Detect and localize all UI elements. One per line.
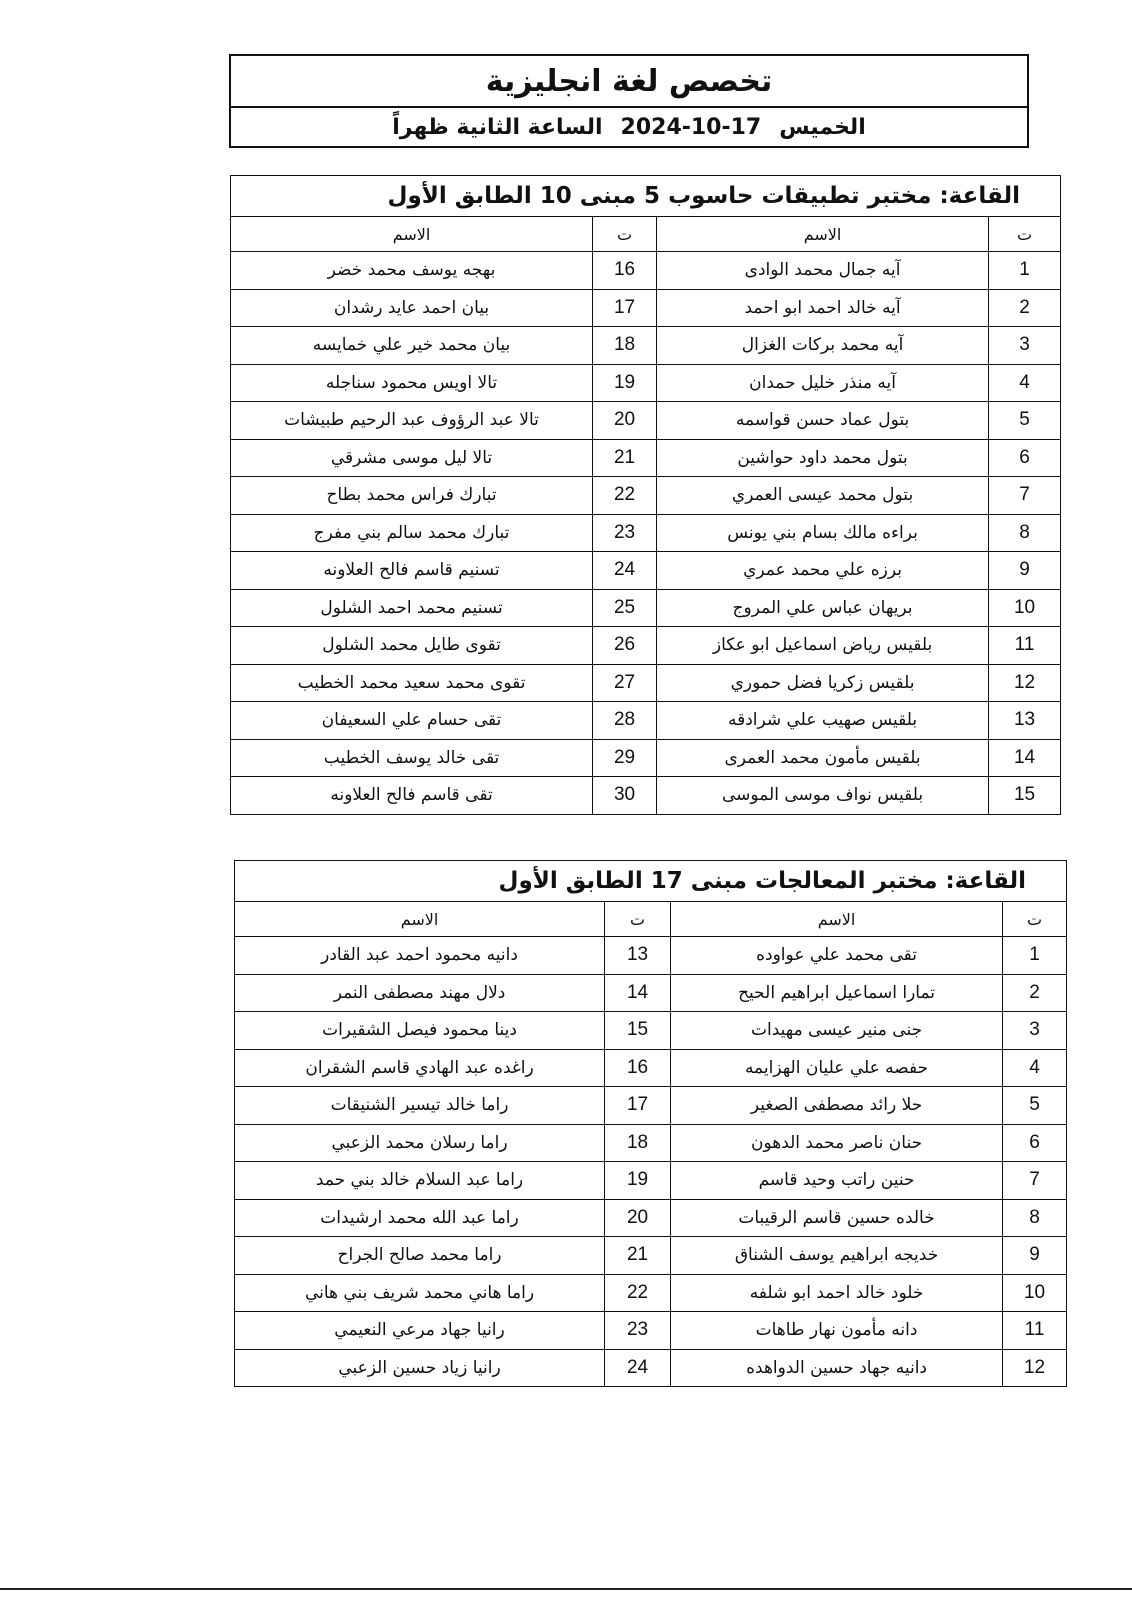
row-number: 24 xyxy=(605,1349,671,1387)
student-name: رانيا جهاد مرعي النعيمي xyxy=(235,1312,605,1350)
student-name: تالا عبد الرؤوف عبد الرحيم طبيشات xyxy=(231,402,593,440)
student-name: راما هاني محمد شريف بني هاني xyxy=(235,1274,605,1312)
row-number: 11 xyxy=(989,627,1061,665)
student-name: بلقيس نواف موسى الموسى xyxy=(657,777,989,815)
table-row xyxy=(231,777,1061,815)
table-row xyxy=(231,327,1061,365)
student-name: رانيا زياد حسين الزعبي xyxy=(235,1349,605,1387)
student-name: دينا محمود فيصل الشقيرات xyxy=(235,1012,605,1050)
student-name: آيه محمد بركات الغزال xyxy=(657,327,989,365)
row-number: 26 xyxy=(593,627,657,665)
column-header-number: ت xyxy=(605,902,671,937)
student-name: تقوى محمد سعيد محمد الخطيب xyxy=(231,664,593,702)
row-number: 12 xyxy=(1003,1349,1067,1387)
row-number: 14 xyxy=(989,739,1061,777)
row-number: 16 xyxy=(605,1049,671,1087)
row-number: 17 xyxy=(605,1087,671,1125)
row-number: 7 xyxy=(1003,1162,1067,1200)
student-name: بتول محمد داود حواشين xyxy=(657,439,989,477)
row-number: 14 xyxy=(605,974,671,1012)
table-row xyxy=(235,1124,1067,1162)
row-number: 2 xyxy=(989,289,1061,327)
table-row xyxy=(231,664,1061,702)
student-name: خالده حسين قاسم الرقيبات xyxy=(671,1199,1003,1237)
student-name: آيه خالد احمد ابو احمد xyxy=(657,289,989,327)
student-name: تبارك محمد سالم بني مفرج xyxy=(231,514,593,552)
row-number: 6 xyxy=(989,439,1061,477)
row-number: 3 xyxy=(989,327,1061,365)
table-row xyxy=(235,937,1067,975)
row-number: 9 xyxy=(1003,1237,1067,1275)
row-number: 3 xyxy=(1003,1012,1067,1050)
student-name: تبارك فراس محمد بطاح xyxy=(231,477,593,515)
student-name: براءه مالك بسام بني يونس xyxy=(657,514,989,552)
row-number: 20 xyxy=(605,1199,671,1237)
student-name: بتول عماد حسن قواسمه xyxy=(657,402,989,440)
table-row xyxy=(231,402,1061,440)
table-row xyxy=(235,1049,1067,1087)
student-name: راما عبد الله محمد ارشيدات xyxy=(235,1199,605,1237)
roster-table-1 xyxy=(230,175,1061,815)
student-name: دانيه محمود احمد عبد القادر xyxy=(235,937,605,975)
row-number: 5 xyxy=(1003,1087,1067,1125)
student-name: حنين راتب وحيد قاسم xyxy=(671,1162,1003,1200)
scan-edge-line xyxy=(0,1588,1132,1590)
student-name: بهجه يوسف محمد خضر xyxy=(231,252,593,290)
student-name: تقى قاسم فالح العلاونه xyxy=(231,777,593,815)
row-number: 18 xyxy=(593,327,657,365)
student-name: بلقيس زكريا فضل حموري xyxy=(657,664,989,702)
student-name: برزه علي محمد عمري xyxy=(657,552,989,590)
row-number: 21 xyxy=(605,1237,671,1275)
row-number: 6 xyxy=(1003,1124,1067,1162)
table-row xyxy=(231,627,1061,665)
student-name: خلود خالد احمد ابو شلفه xyxy=(671,1274,1003,1312)
row-number: 11 xyxy=(1003,1312,1067,1350)
row-number: 8 xyxy=(989,514,1061,552)
student-name: بيان محمد خير علي خمايسه xyxy=(231,327,593,365)
student-name: آيه جمال محمد الوادى xyxy=(657,252,989,290)
student-name: تالا اويس محمود سناجله xyxy=(231,364,593,402)
column-header-name: الاسم xyxy=(235,902,605,937)
table-row xyxy=(231,552,1061,590)
row-number: 4 xyxy=(1003,1049,1067,1087)
row-number: 15 xyxy=(989,777,1061,815)
exam-day: الخميس xyxy=(779,114,866,140)
room-title: القاعة: مختبر المعالجات مبنى 17 الطابق الأول xyxy=(235,861,1067,902)
table-row xyxy=(235,1162,1067,1200)
table-row xyxy=(235,1012,1067,1050)
exam-date: 2024-10-17 xyxy=(620,114,762,140)
student-name: بتول محمد عيسى العمري xyxy=(657,477,989,515)
row-number: 30 xyxy=(593,777,657,815)
column-header-number: ت xyxy=(989,217,1061,252)
student-name: حفصه علي عليان الهزايمه xyxy=(671,1049,1003,1087)
row-number: 22 xyxy=(605,1274,671,1312)
row-number: 10 xyxy=(1003,1274,1067,1312)
student-name: بلقيس رياض اسماعيل ابو عكاز xyxy=(657,627,989,665)
table-row xyxy=(235,1349,1067,1387)
row-number: 12 xyxy=(989,664,1061,702)
student-name: راما خالد تيسير الشنيقات xyxy=(235,1087,605,1125)
student-name: بيان احمد عايد رشدان xyxy=(231,289,593,327)
student-name: حلا رائد مصطفى الصغير xyxy=(671,1087,1003,1125)
row-number: 1 xyxy=(989,252,1061,290)
row-number: 29 xyxy=(593,739,657,777)
row-number: 22 xyxy=(593,477,657,515)
table-row xyxy=(231,289,1061,327)
table-row xyxy=(235,1237,1067,1275)
table-row xyxy=(235,1312,1067,1350)
roster-body xyxy=(231,252,1061,815)
student-name: بلقيس صهيب علي شرادقه xyxy=(657,702,989,740)
table-row xyxy=(231,252,1061,290)
room-title: القاعة: مختبر تطبيقات حاسوب 5 مبنى 10 الطابق الأول xyxy=(231,176,1061,217)
row-number: 8 xyxy=(1003,1199,1067,1237)
table-row xyxy=(231,364,1061,402)
row-number: 7 xyxy=(989,477,1061,515)
student-name: حنان ناصر محمد الدهون xyxy=(671,1124,1003,1162)
roster-table-2 xyxy=(234,860,1067,1387)
student-name: بلقيس مأمون محمد العمرى xyxy=(657,739,989,777)
row-number: 10 xyxy=(989,589,1061,627)
student-name: تقى محمد علي عواوده xyxy=(671,937,1003,975)
student-name: بريهان عباس علي المروج xyxy=(657,589,989,627)
page-title: تخصص لغة انجليزية xyxy=(231,56,1027,108)
student-name: راما محمد صالح الجراح xyxy=(235,1237,605,1275)
column-header-number: ت xyxy=(593,217,657,252)
row-number: 18 xyxy=(605,1124,671,1162)
row-number: 20 xyxy=(593,402,657,440)
table-row xyxy=(231,702,1061,740)
row-number: 17 xyxy=(593,289,657,327)
student-name: تسنيم قاسم فالح العلاونه xyxy=(231,552,593,590)
row-number: 25 xyxy=(593,589,657,627)
row-number: 13 xyxy=(989,702,1061,740)
table-row xyxy=(235,1087,1067,1125)
student-name: دلال مهند مصطفى النمر xyxy=(235,974,605,1012)
student-name: خديجه ابراهيم يوسف الشناق xyxy=(671,1237,1003,1275)
student-name: راما عبد السلام خالد بني حمد xyxy=(235,1162,605,1200)
row-number: 24 xyxy=(593,552,657,590)
row-number: 1 xyxy=(1003,937,1067,975)
student-name: تقى خالد يوسف الخطيب xyxy=(231,739,593,777)
roster-body xyxy=(235,937,1067,1387)
row-number: 4 xyxy=(989,364,1061,402)
row-number: 19 xyxy=(593,364,657,402)
student-name: جنى منير عيسى مهيدات xyxy=(671,1012,1003,1050)
student-name: تقوى طايل محمد الشلول xyxy=(231,627,593,665)
row-number: 9 xyxy=(989,552,1061,590)
exam-datetime xyxy=(231,108,1027,146)
table-row xyxy=(235,1274,1067,1312)
row-number: 19 xyxy=(605,1162,671,1200)
student-name: آيه منذر خليل حمدان xyxy=(657,364,989,402)
student-name: دانيه جهاد حسين الدواهده xyxy=(671,1349,1003,1387)
student-name: تالا ليل موسى مشرقي xyxy=(231,439,593,477)
table-row xyxy=(235,974,1067,1012)
column-header-name: الاسم xyxy=(231,217,593,252)
student-name: تقى حسام علي السعيفان xyxy=(231,702,593,740)
table-row xyxy=(231,439,1061,477)
student-name: تمارا اسماعيل ابراهيم الحيح xyxy=(671,974,1003,1012)
student-name: دانه مأمون نهار طاهات xyxy=(671,1312,1003,1350)
row-number: 16 xyxy=(593,252,657,290)
row-number: 15 xyxy=(605,1012,671,1050)
row-number: 21 xyxy=(593,439,657,477)
student-name: راغده عبد الهادي قاسم الشقران xyxy=(235,1049,605,1087)
column-header-name: الاسم xyxy=(671,902,1003,937)
column-header-name: الاسم xyxy=(657,217,989,252)
row-number: 23 xyxy=(593,514,657,552)
column-header-number: ت xyxy=(1003,902,1067,937)
row-number: 23 xyxy=(605,1312,671,1350)
table-row xyxy=(231,739,1061,777)
row-number: 13 xyxy=(605,937,671,975)
exam-time: الساعة الثانية ظهراً xyxy=(392,114,603,140)
student-name: تسنيم محمد احمد الشلول xyxy=(231,589,593,627)
table-row xyxy=(231,477,1061,515)
header-box xyxy=(229,54,1029,148)
row-number: 28 xyxy=(593,702,657,740)
table-row xyxy=(231,514,1061,552)
row-number: 2 xyxy=(1003,974,1067,1012)
table-row xyxy=(235,1199,1067,1237)
row-number: 5 xyxy=(989,402,1061,440)
table-row xyxy=(231,589,1061,627)
row-number: 27 xyxy=(593,664,657,702)
student-name: راما رسلان محمد الزعبي xyxy=(235,1124,605,1162)
